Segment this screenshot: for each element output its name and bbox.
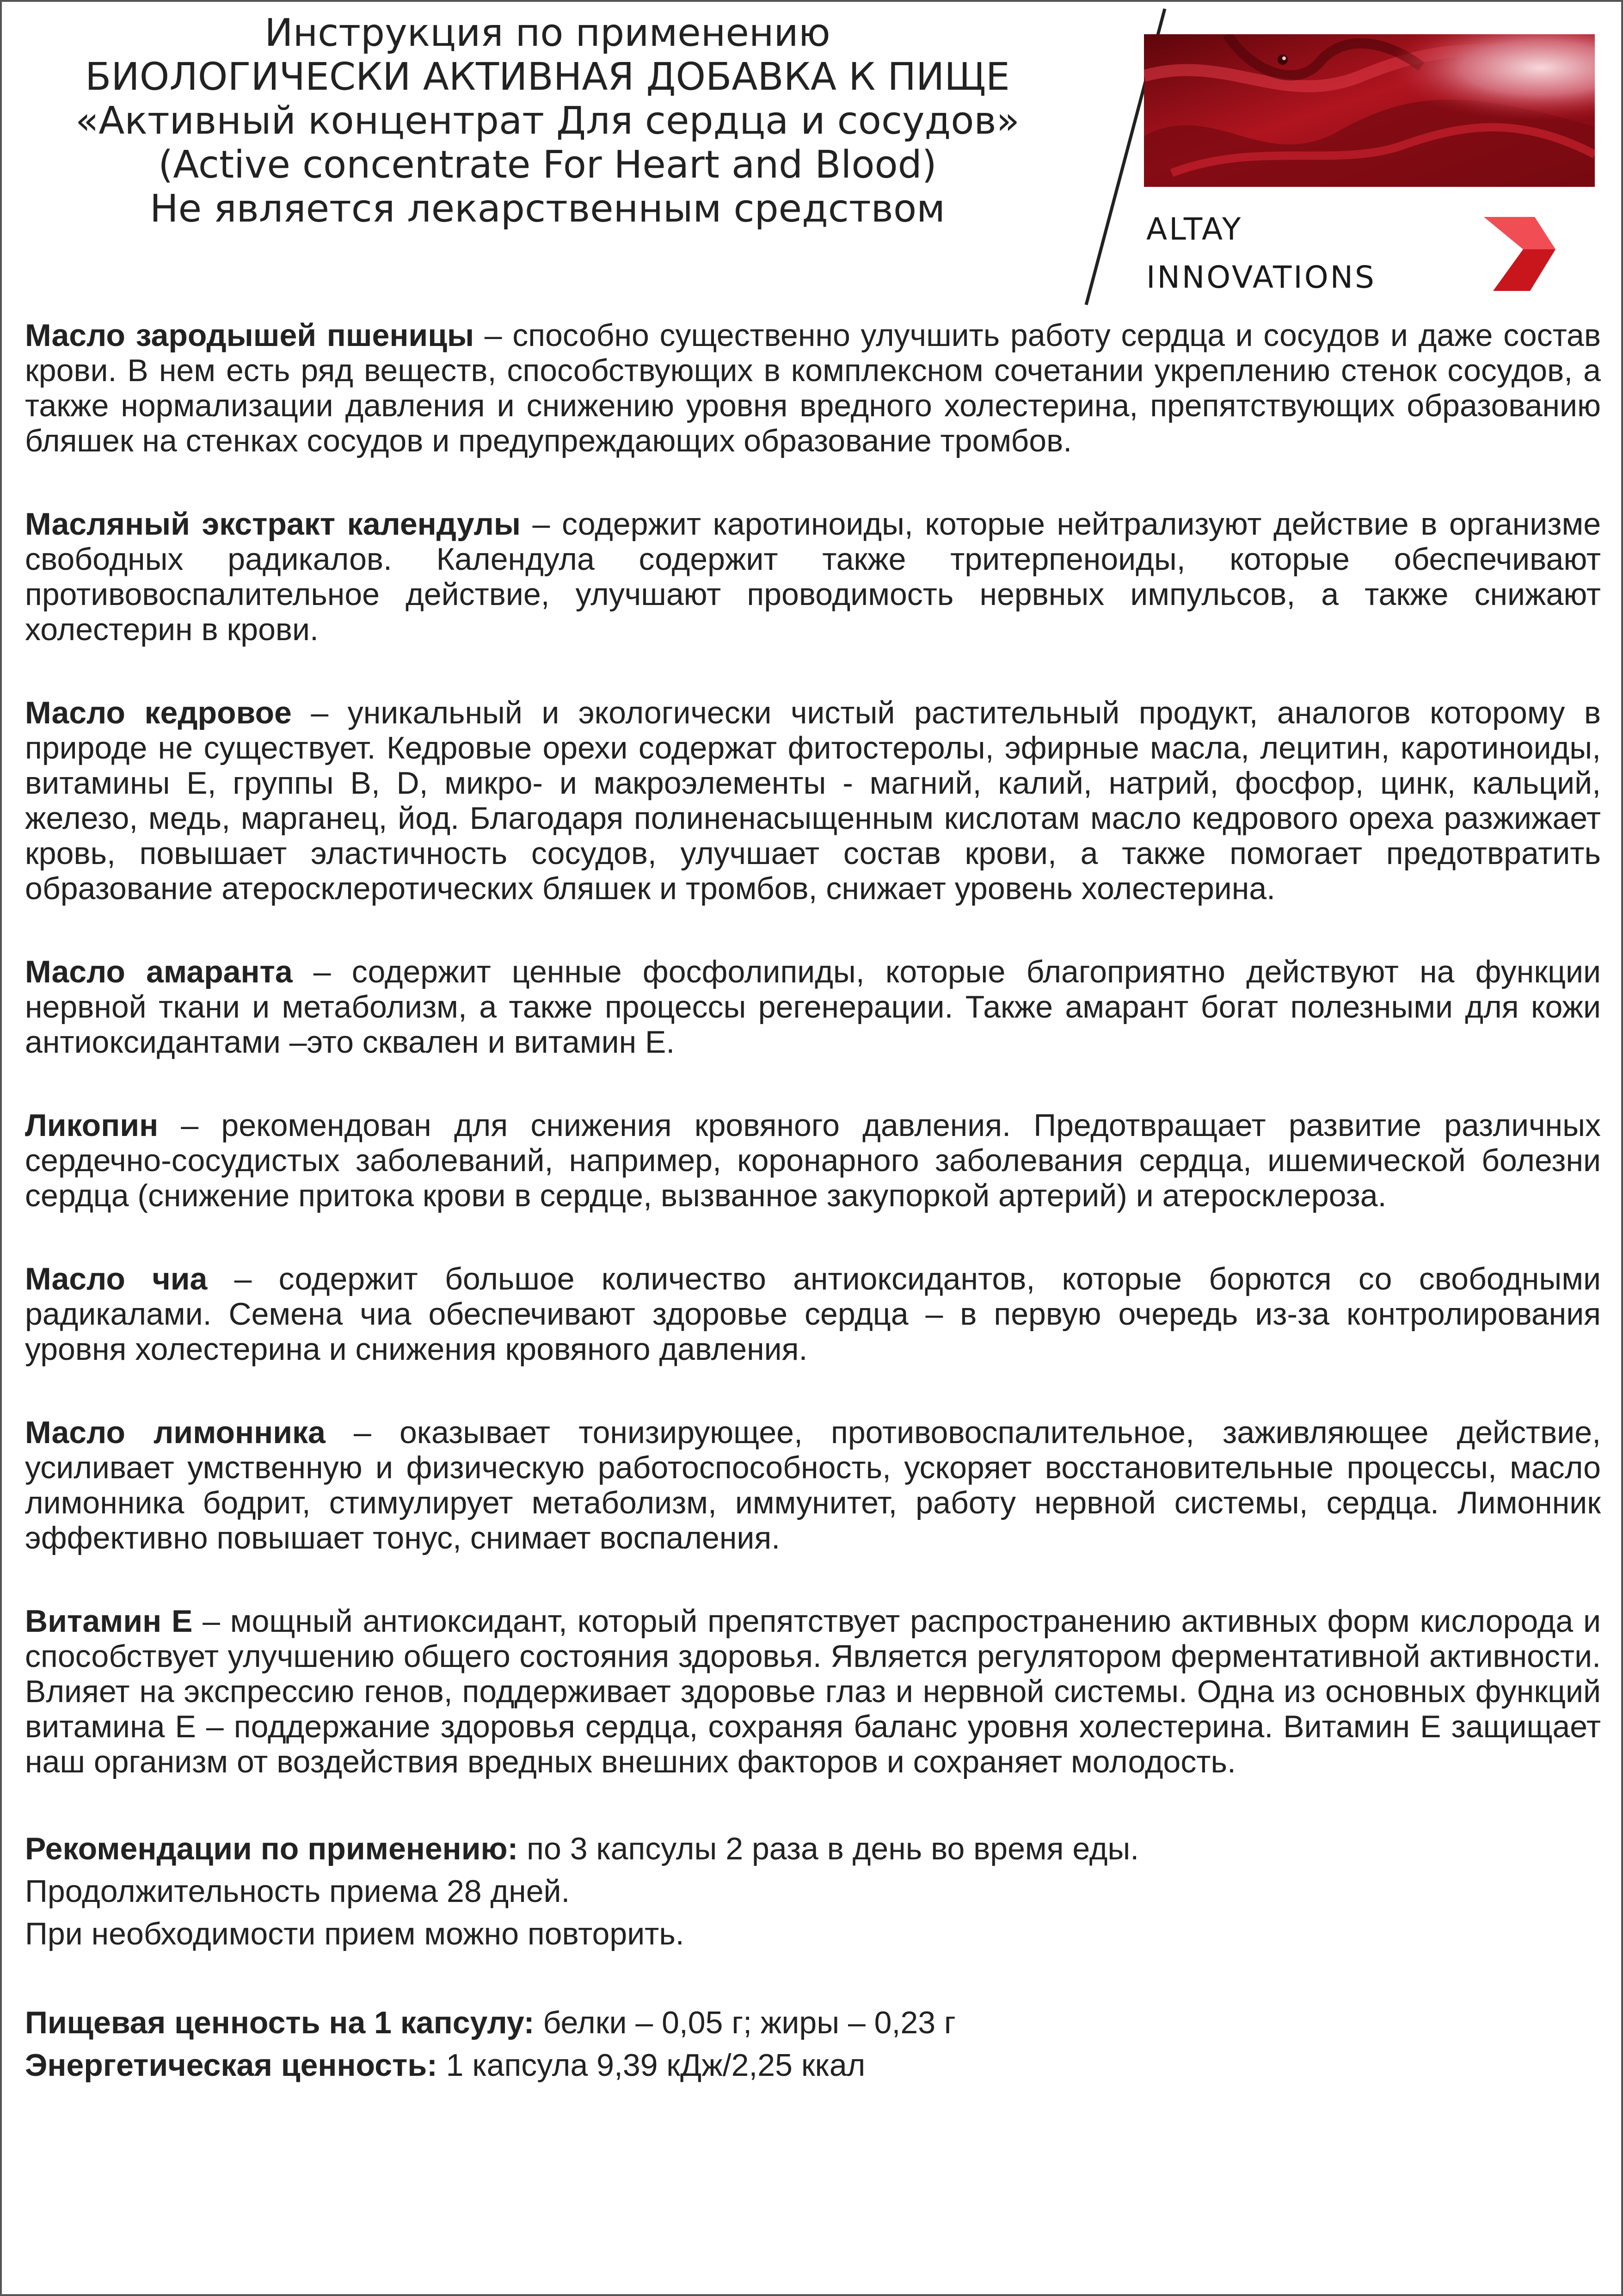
ingredient-paragraph	[25, 695, 1601, 906]
recommendations-text: по 3 капсулы 2 раза в день во время еды.	[518, 1831, 1139, 1866]
header-photo	[1144, 34, 1595, 187]
nutrition-label: Пищевая ценность на 1 капсулу:	[25, 2005, 535, 2040]
nutrition-text: белки – 0,05 г; жиры – 0,23 г	[534, 2005, 956, 2040]
header-title-block	[30, 11, 1065, 231]
ingredient-description: – рекомендован для снижения кровяного давления. Предотвращает развитие различных сердечно-сосудистых заболеваний, например, коронарного заболевания сердца, ишемической болезни сердца (снижение притока крови в сердце, вызванное закупоркой артерий) и атеросклероза.	[25, 1108, 1601, 1213]
instruction-content	[25, 318, 1601, 2133]
ingredient-name: Масло чиа	[25, 1261, 208, 1296]
ingredient-description: – уникальный и экологически чистый растительный продукт, аналогов которому в природе не существует. Кедровые орехи содержат фитостеролы, эфирные масла, лецитин, каротиноиды, витамины Е, группы В, D, микро- и макроэлементы - магний, калий, натрий, фосфор, цинк, кальций, железо, медь, марганец, йод. Благодаря полиненасыщенным кислотам масло кедрового ореха разжижает кровь, повышает эластичность сосудов, улучшает состав крови, а также помогает предотвратить образование атеросклеротических бляшек и тромбов, снижает уровень холестерина.	[25, 695, 1601, 906]
ingredient-description: – содержит ценные фосфолипиды, которые благоприятно действуют на функции нервной ткани и метаболизм, а также процессы регенерации. Также амарант богат полезными для кожи антиоксидантами –это сквален и витамин Е.	[25, 954, 1601, 1060]
ingredient-name: Витамин Е	[25, 1604, 193, 1639]
ingredient-paragraph	[25, 1108, 1601, 1213]
header-disclaimer: Не является лекарственным средством	[150, 187, 945, 231]
brand-name-line2: INNOVATIONS	[1146, 259, 1376, 295]
header-instruction-title: Инструкция по применению	[264, 11, 830, 55]
ingredient-description: – способно существенно улучшить работу сердца и сосудов и даже состав крови. В нем есть ряд веществ, способствующих в комплексном сочетании укреплению стенок сосудов, а также нормализации давления и снижению уровня вредного холестерина, препятствующих образованию бляшек на стенках сосудов и предупреждающих образование тромбов.	[25, 318, 1601, 458]
abstract-red-liquid-image	[1144, 34, 1595, 187]
nutrition-value-row	[25, 2001, 1601, 2044]
ingredient-description: – оказывает тонизирующее, противовоспалительное, заживляющее действие, усиливает умственную и физическую работоспособность, ускоряет восстановительные процессы, масло лимонника бодрит, стимулирует метаболизм, иммунитет, работу нервной системы, сердца. Лимонник эффективно повышает тонус, снимает воспаления.	[25, 1415, 1601, 1555]
ingredient-paragraph	[25, 1261, 1601, 1367]
recommendations-repeat: При необходимости прием можно повторить.	[25, 1916, 684, 1951]
header-product-category: БИОЛОГИЧЕСКИ АКТИВНАЯ ДОБАВКА К ПИЩЕ	[85, 55, 1010, 99]
recommendations-dosage	[25, 1827, 1601, 1870]
brand-logo-mark-icon	[1479, 215, 1558, 293]
ingredient-name: Масляный экстракт календулы	[25, 506, 521, 542]
ingredient-paragraph	[25, 954, 1601, 1060]
brand-name-line1: ALTAY	[1146, 211, 1243, 247]
ingredient-name: Масло амаранта	[25, 954, 293, 989]
energy-text: 1 капсула 9,39 кДж/2,25 ккал	[437, 2048, 866, 2083]
ingredient-name: Масло лимонника	[25, 1415, 326, 1450]
ingredient-name: Ликопин	[25, 1108, 159, 1143]
ingredient-description: – мощный антиоксидант, который препятствует распространению активных форм кислорода и способствует улучшению общего состояния здоровья. Является регулятором ферментативной активности. Влияет на экспрессию генов, поддерживает здоровье глаз и нервной системы. Одна из основных функций витамина Е – поддержание здоровья сердца, сохраняя баланс уровня холестерина. Витамин Е защищает наш организм от воздействия вредных внешних факторов и сохраняет молодость.	[25, 1604, 1601, 1779]
ingredient-name: Масло кедровое	[25, 695, 292, 730]
nutrition-section	[25, 2001, 1601, 2086]
energy-label: Энергетическая ценность:	[25, 2048, 437, 2083]
header-product-name-english: (Active concentrate For Heart and Blood)	[158, 143, 937, 187]
ingredient-description: – содержит большое количество антиоксидантов, которые борются со свободными радикалами. Семена чиа обеспечивают здоровье сердца – в первую очередь из-за контролирования уровня холестерина и снижения кровяного давления.	[25, 1261, 1601, 1367]
header-product-name: «Активный концентрат Для сердца и сосудов»	[75, 99, 1020, 143]
ingredient-paragraph	[25, 1415, 1601, 1555]
energy-value-row	[25, 2044, 1601, 2086]
brand-logo-text	[1146, 205, 1498, 302]
ingredient-description: – содержит каротиноиды, которые нейтрализуют действие в организме свободных радикалов. Календула содержит также тритерпеноиды, которые обеспечивают противовоспалительное действие, улучшают проводимость нервных импульсов, а также снижают холестерин в крови.	[25, 506, 1601, 647]
recommendations-duration: Продолжительность приема 28 дней.	[25, 1874, 570, 1909]
ingredient-paragraph	[25, 506, 1601, 647]
ingredient-paragraph	[25, 318, 1601, 458]
recommendations-label: Рекомендации по применению:	[25, 1831, 518, 1866]
ingredient-name: Масло зародышей пшеницы	[25, 318, 474, 353]
recommendations-section	[25, 1827, 1601, 1955]
ingredient-paragraph	[25, 1604, 1601, 1779]
